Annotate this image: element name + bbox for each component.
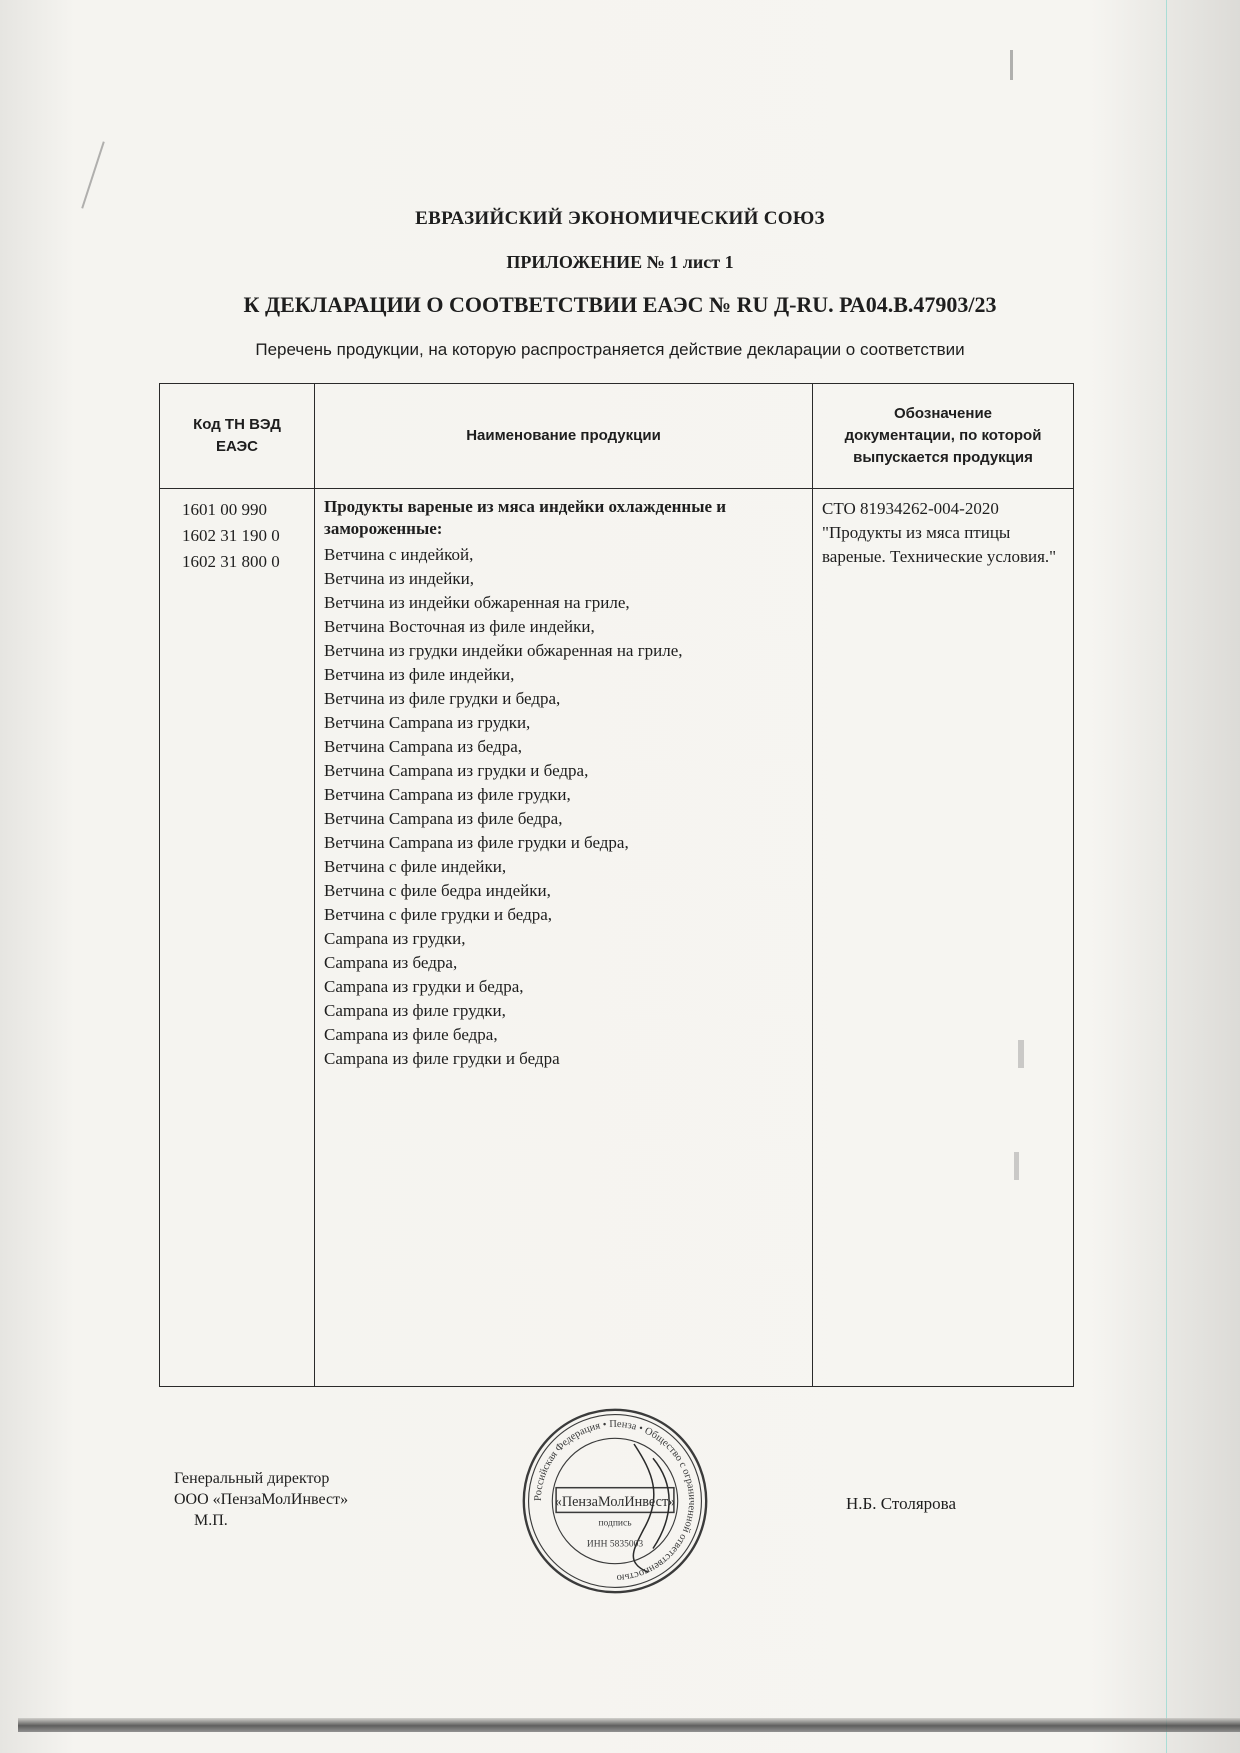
list-item: Ветчина Campana из филе грудки, (324, 785, 571, 804)
company-seal (520, 1406, 710, 1596)
list-item: Ветчина из филе индейки, (324, 665, 515, 684)
header-code (160, 384, 315, 489)
signer-position: Генеральный директор (174, 1470, 330, 1487)
list-item: Campana из грудки, (324, 929, 466, 948)
product-group-title: Продукты вареные из мяса индейки охлажденные и замороженные: (324, 497, 727, 538)
list-item: Ветчина с филе грудки и бедра, (324, 905, 553, 924)
seal-sub-text: подпись (598, 1518, 632, 1529)
names-cell (315, 489, 813, 1387)
seal-center-text: «ПензаМолИнвест» (554, 1493, 676, 1510)
doc-cell (813, 489, 1074, 1387)
list-item: Ветчина из индейки, (324, 569, 475, 588)
list-item: Ветчина Campana из грудки и бедра, (324, 761, 589, 780)
list-item: Ветчина с индейкой, (324, 545, 474, 564)
list-item: Campana из филе грудки и бедра (324, 1049, 560, 1068)
table-row (160, 489, 1074, 1387)
list-item: Ветчина из индейки обжаренная на гриле, (324, 593, 630, 612)
list-item: Ветчина с филе индейки, (324, 857, 507, 876)
doc-standard: СТО 81934262-004-2020 (822, 499, 999, 518)
list-item: Ветчина с филе бедра индейки, (324, 881, 551, 900)
header-doc (813, 384, 1074, 489)
scan-bottom-edge (18, 1718, 1240, 1732)
signature-block (174, 1468, 348, 1531)
signer-name: Н.Б. Столярова (846, 1494, 957, 1513)
list-item: Ветчина из грудки индейки обжаренная на гриле, (324, 641, 683, 660)
list-item: Ветчина Восточная из филе индейки, (324, 617, 595, 636)
codes-cell (160, 489, 315, 1387)
scan-mark (1010, 50, 1013, 80)
code-value: 1602 31 190 0 (182, 526, 280, 545)
header-name: Наименование продукции (315, 384, 813, 489)
list-item: Campana из грудки и бедра, (324, 977, 524, 996)
list-item: Campana из филе бедра, (324, 1025, 498, 1044)
list-item: Campana из филе грудки, (324, 1001, 506, 1020)
list-item: Campana из бедра, (324, 953, 458, 972)
header-doc-label: Обозначение документации, по которой выпускается продукция (844, 405, 1042, 466)
table-header-row (160, 384, 1074, 489)
seal-ring-textpath: Российская Федерация • Пенза • Общество с ограниченной ответственностью (532, 1418, 698, 1584)
list-item: Ветчина Campana из филе бедра, (324, 809, 563, 828)
header-code-label: Код ТН ВЭД ЕАЭС (193, 416, 281, 455)
subtitle: Перечень продукции, на которую распространяется действие декларации о соответствии (255, 340, 965, 359)
appendix-title: ПРИЛОЖЕНИЕ № 1 лист 1 (506, 252, 734, 272)
doc-title: "Продукты из мяса птицы вареные. Технические условия." (822, 523, 1057, 566)
stamp-place-label: М.П. (194, 1512, 228, 1529)
list-item: Ветчина Campana из бедра, (324, 737, 523, 756)
list-item: Ветчина Campana из грудки, (324, 713, 531, 732)
list-item: Ветчина из филе грудки и бедра, (324, 689, 561, 708)
code-value: 1601 00 990 (182, 500, 267, 519)
union-title: ЕВРАЗИЙСКИЙ ЭКОНОМИЧЕСКИЙ СОЮЗ (415, 208, 825, 229)
company-name: ООО «ПензаМолИнвест» (174, 1491, 349, 1508)
seal-inn-text: ИНН 5835003 (586, 1539, 644, 1550)
products-table (159, 383, 1074, 1387)
declaration-title: К ДЕКЛАРАЦИИ О СООТВЕТСТВИИ ЕАЭС № RU Д-RU. РА04.В.47903/23 (243, 292, 997, 317)
list-item: Ветчина Campana из филе грудки и бедра, (324, 833, 629, 852)
code-value: 1602 31 800 0 (182, 552, 280, 571)
